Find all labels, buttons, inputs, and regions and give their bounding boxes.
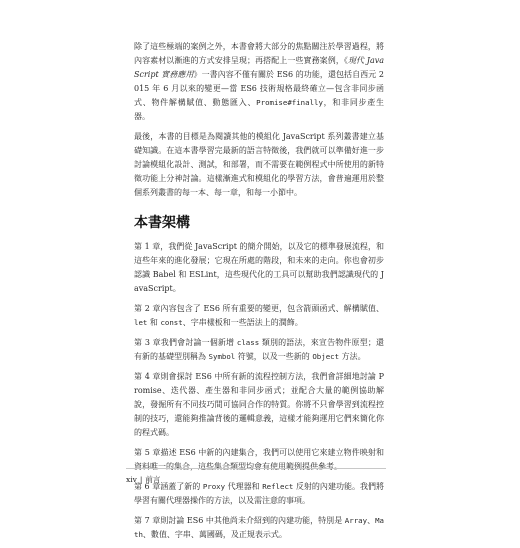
inline-code: Symbol	[208, 352, 236, 361]
chapter-4-paragraph: 第 4 章則會探討 ES6 中所有新的流程控制方法，我們會詳細地討論 Promise、迭代器、產生器和非同步函式；並配合大量的範例協助解說，發掘所有不同技巧間可協同合作的特質。你將不只會學習到流程控制的技巧，還能夠推論背後的邏輯意義，這樣才能夠運用它們來簡化你的程式碼。	[134, 372, 384, 437]
text-run: 類別的語法，來宣告物件原型；還有新的基礎型別稱為	[134, 338, 385, 361]
text-run: 和	[147, 318, 161, 327]
chapter-2-paragraph	[134, 302, 384, 330]
intro-paragraph-1	[134, 40, 384, 124]
inline-code: Reflect	[262, 482, 294, 491]
inline-code: class	[236, 338, 260, 347]
page-content	[134, 40, 384, 548]
text-run: 除了這些極端的案例之外，本書會將大部分的焦點關注於學習過程，將內容素材以漸進的方式安排呈現；再搭配上一些實務案例，《	[134, 42, 384, 65]
inline-code: let	[134, 318, 148, 327]
text-run: 、數值、字串、萬國碼，及正規表示式。	[142, 530, 287, 539]
inline-code: const	[160, 318, 183, 327]
inline-code: Promise#finally	[256, 98, 323, 107]
text-run: 第 2 章內容包含了 ES6 所有重要的變更，包含箭頭函式、解構賦值、	[134, 304, 384, 313]
page-number: xiv	[126, 475, 137, 484]
page-footer	[126, 474, 160, 485]
text-run: 第 7 章則討論 ES6 中其他尚未介紹到的內建功能，特別是	[134, 516, 345, 525]
footer-separator: |	[139, 475, 143, 484]
chapter-3-paragraph	[134, 336, 384, 364]
text-run: 方法。	[339, 352, 366, 361]
inline-code: Math	[134, 516, 384, 539]
text-run: 第 3 章我們會討論一個新增	[134, 338, 237, 347]
inline-code: Proxy	[202, 482, 226, 491]
text-run: 》一書內容不僅有關於 ES6 的功能，還包括自西元 2015 年 6 月以來的變更—當 ES6 技術規格最終確立—包含非同步函式、物件解構賦值、動態匯入、	[134, 70, 384, 107]
text-run: ，和非同步產生器。	[134, 98, 385, 121]
inline-code: Object	[312, 352, 340, 361]
chapter-7-paragraph	[134, 514, 384, 542]
text-run: 、	[367, 516, 376, 525]
inline-code: Array	[344, 516, 368, 525]
text-run: 反射的內建功能。我們將學習有關代理器操作的方法，以及需注意的事項。	[134, 482, 384, 505]
chapter-5-paragraph: 第 5 章描述 ES6 中新的內建集合，我們可以使用它來建立物件映射和資料唯一的集合，這些集合類型均會有使用範例提供參考。	[134, 448, 384, 471]
chapter-1-paragraph: 第 1 章，我們從 JavaScript 的簡介開始，以及它的標準發展流程，和這些年來的進化發展；它現在所處的階段，和未來的走向。你也會初步認識 Babel 和 ESLint，這些現代化的工具可以幫助我們認識現代的 JavaScript。	[134, 242, 384, 293]
section-label: 前言	[145, 475, 161, 484]
text-run: 代理器和	[225, 482, 263, 491]
footer-divider	[126, 468, 386, 469]
book-title-italic: 現代 JavaScript 實務應用	[134, 56, 384, 79]
chapter-6-paragraph	[134, 480, 384, 508]
text-run: 第 6 章涵蓋了新的	[134, 482, 203, 491]
text-run: 符號，以及一些新的	[235, 352, 313, 361]
text-run: 、字串樣板和一些語法上的潤飾。	[182, 318, 303, 327]
section-heading: 本書架構	[134, 215, 190, 231]
intro-paragraph-2: 最後，本書的目標是為閱讀其他的模組化 JavaScript 系列叢書建立基礎知識。在這本書學習完最新的語言特徵後，我們就可以準備好進一步討論模組化設計、測試，和部署，而不需要在範例程式中所使用的新特徵功能上分神討論。這樣漸進式和模組化的學習方法，會普遍運用於整個系列叢書的每一本、每一章，和每一小節中。	[134, 132, 384, 197]
